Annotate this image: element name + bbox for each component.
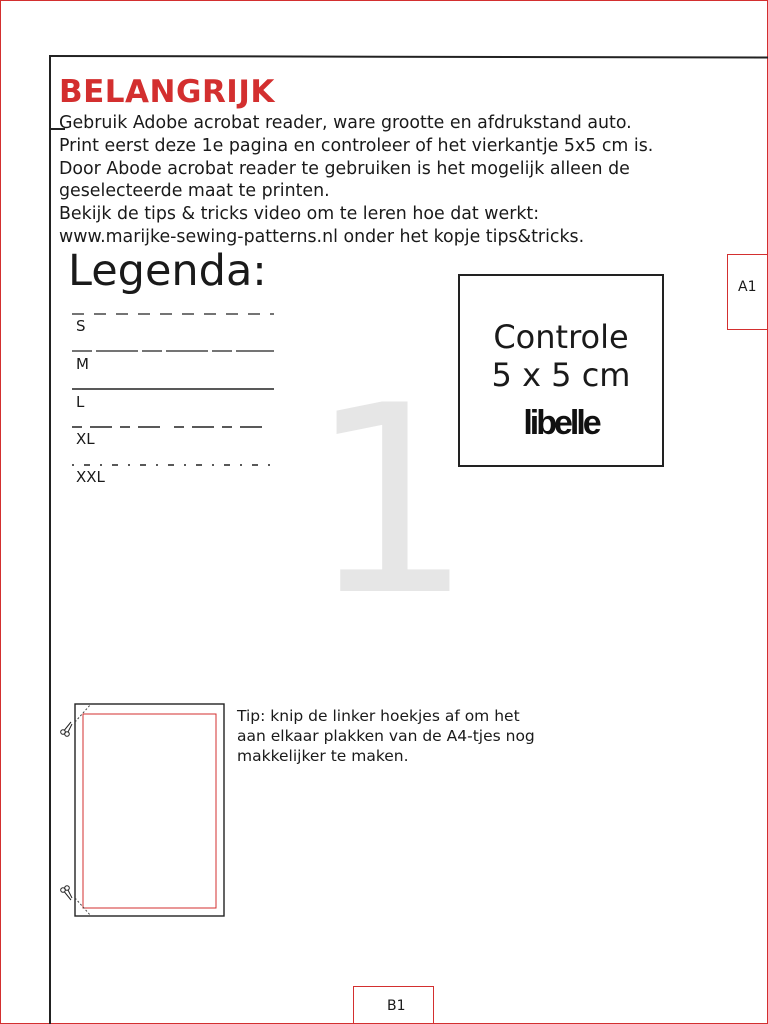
instruction-line: Bekijk de tips & tricks video om te leren hoe dat werkt: (59, 204, 540, 225)
control-size: 5 x 5 cm (491, 356, 631, 394)
control-square (458, 274, 664, 467)
legend-label-xl: XL (76, 430, 95, 448)
legend-label-xxl: XXL (76, 468, 105, 486)
scissors-icon (61, 722, 72, 736)
important-heading: BELANGRIJK (59, 74, 275, 110)
tip-line: aan elkaar plakken van de A4-tjes nog (237, 727, 535, 745)
legend-title: Legenda: (68, 246, 267, 296)
legend-label-l: L (76, 393, 85, 411)
page-number-watermark: 1 (308, 351, 474, 653)
tip-text (237, 706, 577, 766)
legend-line-samples (70, 305, 280, 480)
tab-a1-label: A1 (738, 279, 757, 295)
tab-b1-label: B1 (387, 998, 406, 1014)
instruction-line: www.marijke-sewing-patterns.nl onder het kopje tips&tricks. (59, 226, 585, 247)
legend-label-s: S (76, 317, 86, 335)
tip-line: Tip: knip de linker hoekjes af om het (237, 707, 520, 725)
legend-label-m: M (76, 355, 89, 373)
page-tab-b1 (353, 986, 434, 1024)
instructions (59, 112, 759, 249)
page-tab-a1 (727, 254, 768, 330)
pattern-cut-line-left (49, 55, 51, 1024)
tip-illustration (55, 700, 230, 922)
control-title: Controle (493, 318, 629, 356)
tip-line: makkelijker te maken. (237, 747, 409, 765)
instruction-line: geselecteerde maat te printen. (59, 181, 330, 202)
instruction-line: Gebruik Adobe acrobat reader, ware grootte en afdrukstand auto. (59, 113, 632, 133)
instruction-line: Print eerst deze 1e pagina en controleer of het vierkantje 5x5 cm is. (59, 135, 654, 156)
instruction-line: Door Abode acrobat reader te gebruiken is het mogelijk alleen de (59, 158, 630, 179)
libelle-logo: libelle (523, 404, 599, 442)
scissors-icon (61, 886, 72, 900)
